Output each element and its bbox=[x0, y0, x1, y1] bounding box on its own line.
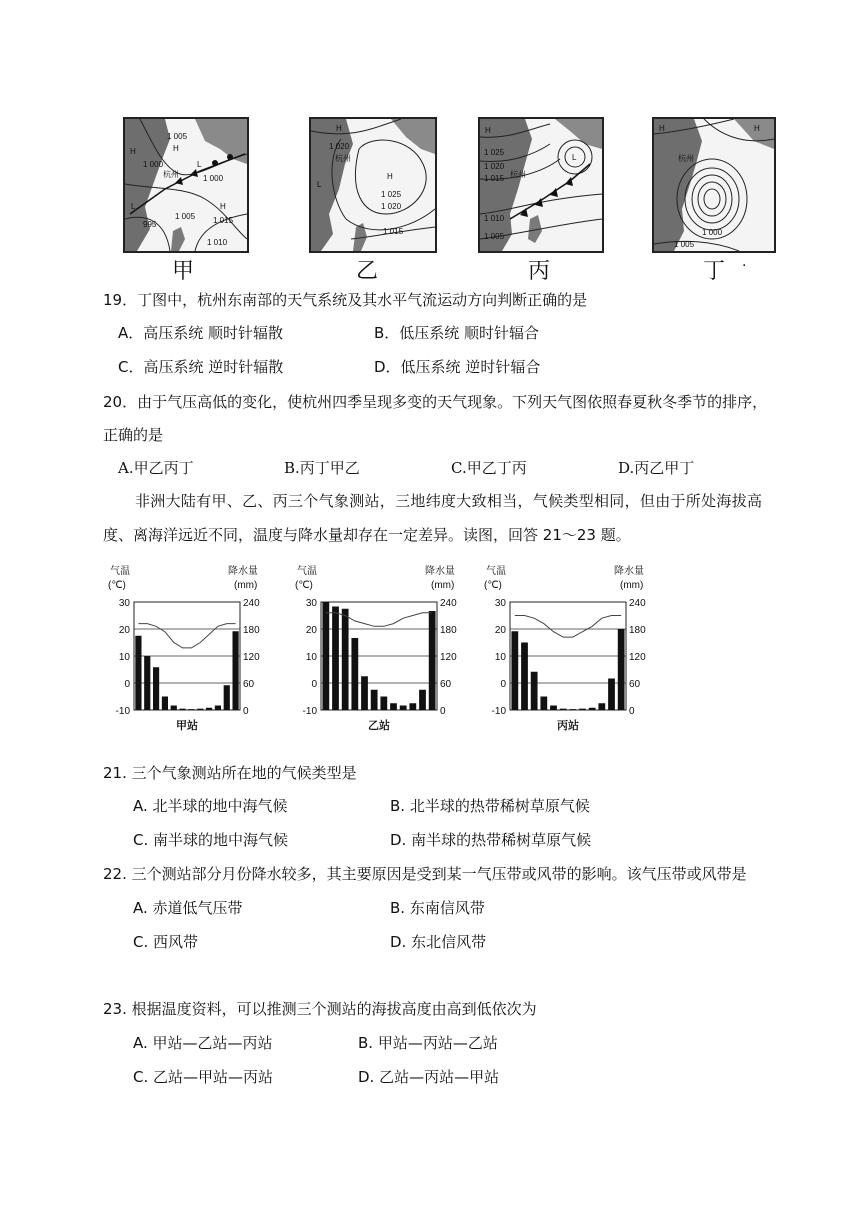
map-label-ding: 丁 bbox=[703, 259, 726, 284]
precip-bar bbox=[540, 697, 547, 711]
climate-chart-bing bbox=[484, 560, 654, 740]
q22-option-a[interactable]: A. 赤道低气压带 bbox=[133, 899, 243, 917]
y-left-unit: (℃) bbox=[484, 580, 502, 591]
y-left-tick: 10 bbox=[118, 652, 130, 663]
y-left-tick: -10 bbox=[115, 706, 130, 717]
y-right-tick: 0 bbox=[243, 706, 249, 717]
map-dot: · bbox=[742, 258, 747, 274]
precip-bar bbox=[171, 706, 177, 711]
map-text: 1 025 bbox=[381, 190, 402, 199]
map-text: H bbox=[387, 172, 393, 181]
y-right-tick: 180 bbox=[440, 625, 457, 636]
precip-bar bbox=[390, 703, 397, 710]
map-text: 杭州 bbox=[678, 154, 694, 163]
map-text: 1 005 bbox=[674, 240, 695, 249]
question-22-stem: 22. 三个测站部分月份降水较多，其主要原因是受到某一气压带或风带的影响。该气压带或风带是 bbox=[103, 865, 747, 883]
q19-option-d[interactable]: D．低压系统 逆时针辐合 bbox=[374, 358, 541, 376]
map-text: H bbox=[336, 124, 342, 133]
q21-option-d[interactable]: D. 南半球的热带稀树草原气候 bbox=[390, 831, 592, 849]
q22-option-d[interactable]: D. 东北信风带 bbox=[390, 933, 487, 951]
map-text: 995 bbox=[143, 220, 157, 229]
y-left-tick: 10 bbox=[305, 652, 317, 663]
precip-bar bbox=[550, 706, 557, 711]
precip-bar bbox=[569, 709, 576, 710]
precip-bar bbox=[197, 709, 203, 710]
y-right-tick: 180 bbox=[629, 625, 646, 636]
map-text: 1 015 bbox=[484, 174, 505, 183]
y-right-tick: 60 bbox=[440, 679, 452, 690]
precip-bar bbox=[215, 706, 221, 711]
map-text: 1 020 bbox=[381, 202, 402, 211]
q19-option-a[interactable]: A．高压系统 顺时针辐散 bbox=[118, 324, 284, 342]
map-text: 1 010 bbox=[484, 214, 505, 223]
chart-title: 丙站 bbox=[557, 720, 579, 732]
y-left-tick: 0 bbox=[311, 679, 317, 690]
y-right-tick: 0 bbox=[440, 706, 446, 717]
precip-bar bbox=[598, 703, 605, 710]
q22-option-b[interactable]: B. 东南信风带 bbox=[390, 899, 485, 917]
y-left-tick: 20 bbox=[305, 625, 317, 636]
precip-bar bbox=[332, 607, 339, 711]
y-right-tick: 120 bbox=[440, 652, 457, 663]
y-right-tick: 60 bbox=[243, 679, 255, 690]
q21-option-c[interactable]: C. 南半球的地中海气候 bbox=[133, 831, 289, 849]
y-left-tick: -10 bbox=[302, 706, 317, 717]
y-left-label: 气温 bbox=[110, 566, 130, 577]
precip-bar bbox=[531, 672, 538, 710]
y-right-label: 降水量 bbox=[228, 566, 258, 577]
precip-bar bbox=[618, 629, 625, 710]
precip-bar bbox=[371, 690, 378, 710]
weather-map-ding bbox=[652, 117, 776, 253]
q21-option-b[interactable]: B. 北半球的热带稀树草原气候 bbox=[390, 797, 590, 815]
precip-bar bbox=[419, 690, 426, 710]
precip-bar bbox=[224, 685, 230, 710]
map-text: 1 005 bbox=[175, 212, 196, 221]
y-left-tick: 20 bbox=[118, 625, 130, 636]
q23-option-a[interactable]: A. 甲站—乙站—丙站 bbox=[133, 1034, 273, 1052]
map-label-jia: 甲 bbox=[172, 259, 195, 284]
map-text: 杭州 bbox=[163, 170, 179, 179]
intro-paragraph-cont: 度、离海洋远近不同，温度与降水量却存在一定差异。读图，回答 21～23 题。 bbox=[103, 526, 631, 544]
precip-bar bbox=[361, 676, 368, 710]
y-right-unit: (mm) bbox=[234, 580, 258, 591]
temperature-line bbox=[138, 624, 235, 648]
map-text: L bbox=[572, 153, 577, 162]
question-20-stem: 20．由于气压高低的变化，使杭州四季呈现多变的天气现象。下列天气图依照春夏秋冬季节的排序， bbox=[103, 393, 768, 411]
y-left-tick: -10 bbox=[491, 706, 506, 717]
climate-chart-jia bbox=[108, 560, 268, 740]
precip-bar bbox=[589, 708, 596, 710]
y-left-label: 气温 bbox=[297, 566, 317, 577]
map-text: 1 020 bbox=[484, 162, 505, 171]
map-label-yi: 乙 bbox=[356, 259, 379, 284]
y-left-tick: 30 bbox=[494, 598, 506, 609]
precip-bar bbox=[400, 706, 407, 711]
weather-map-jia bbox=[123, 117, 249, 253]
y-left-unit: (℃) bbox=[295, 580, 313, 591]
map-label-bing: 丙 bbox=[528, 259, 551, 284]
precip-bar bbox=[188, 709, 194, 710]
precip-bar bbox=[179, 709, 185, 710]
q21-option-a[interactable]: A. 北半球的地中海气候 bbox=[133, 797, 288, 815]
map-text: 1 005 bbox=[167, 132, 188, 141]
y-left-tick: 30 bbox=[305, 598, 317, 609]
precip-bar bbox=[511, 631, 518, 710]
y-right-tick: 240 bbox=[243, 598, 260, 609]
q23-option-c[interactable]: C. 乙站—甲站—丙站 bbox=[133, 1068, 274, 1086]
map-text: H bbox=[173, 144, 179, 153]
y-left-tick: 0 bbox=[500, 679, 506, 690]
precip-bar bbox=[429, 611, 436, 710]
temperature-line bbox=[326, 613, 432, 627]
weather-map-yi bbox=[309, 117, 437, 253]
map-text: L bbox=[197, 160, 202, 169]
precip-bar bbox=[380, 697, 387, 711]
map-text: 1 010 bbox=[207, 238, 228, 247]
y-left-label: 气温 bbox=[486, 566, 506, 577]
map-text: 1 015 bbox=[383, 227, 404, 236]
precip-bar bbox=[144, 656, 150, 710]
question-23-stem: 23. 根据温度资料，可以推测三个测站的海拔高度由高到低依次为 bbox=[103, 1000, 537, 1018]
y-right-tick: 120 bbox=[243, 652, 260, 663]
precip-bar bbox=[560, 709, 567, 710]
y-right-tick: 240 bbox=[440, 598, 457, 609]
map-text: H bbox=[754, 124, 760, 133]
y-right-unit: (mm) bbox=[431, 580, 455, 591]
map-text: L bbox=[317, 180, 322, 189]
precip-bar bbox=[206, 708, 212, 710]
q19-option-b[interactable]: B．低压系统 顺时针辐合 bbox=[374, 324, 540, 342]
map-text: 1 020 bbox=[329, 142, 350, 151]
precip-bar bbox=[409, 703, 416, 710]
y-right-label: 降水量 bbox=[614, 566, 644, 577]
y-right-label: 降水量 bbox=[425, 566, 455, 577]
precip-bar bbox=[521, 643, 528, 711]
y-right-tick: 240 bbox=[629, 598, 646, 609]
y-right-tick: 120 bbox=[629, 652, 646, 663]
precip-bar bbox=[232, 631, 238, 710]
precip-bar bbox=[342, 609, 349, 710]
question-21-stem: 21. 三个气象测站所在地的气候类型是 bbox=[103, 764, 357, 782]
y-right-tick: 0 bbox=[629, 706, 635, 717]
q20-option-d[interactable]: D.丙乙甲丁 bbox=[618, 459, 695, 477]
map-text: 1 025 bbox=[484, 148, 505, 157]
q20-option-a[interactable]: A.甲乙丙丁 bbox=[118, 459, 194, 477]
y-left-tick: 30 bbox=[118, 598, 130, 609]
map-text: H bbox=[485, 126, 491, 135]
precip-bar bbox=[351, 638, 358, 710]
map-text: H bbox=[130, 147, 136, 156]
intro-paragraph: 非洲大陆有甲、乙、丙三个气象测站，三地纬度大致相当，气候类型相同，但由于所处海拔高 bbox=[135, 492, 763, 510]
y-left-tick: 20 bbox=[494, 625, 506, 636]
q20-option-c[interactable]: C.甲乙丁丙 bbox=[451, 459, 527, 477]
map-text: H bbox=[659, 124, 665, 133]
chart-title: 甲站 bbox=[176, 720, 198, 732]
climate-chart-yi bbox=[295, 560, 465, 740]
map-text: L bbox=[131, 202, 136, 211]
map-text: 杭州 bbox=[510, 170, 526, 179]
map-text: 1 015 bbox=[213, 216, 234, 225]
q23-option-d[interactable]: D. 乙站—丙站—甲站 bbox=[358, 1068, 500, 1086]
y-left-unit: (℃) bbox=[108, 580, 126, 591]
q20-option-b[interactable]: B.丙丁甲乙 bbox=[284, 459, 360, 477]
precip-bar bbox=[579, 709, 586, 710]
y-right-tick: 60 bbox=[629, 679, 641, 690]
precip-bar bbox=[608, 679, 615, 711]
question-19-stem: 19．丁图中，杭州东南部的天气系统及其水平气流运动方向判断正确的是 bbox=[103, 291, 588, 309]
q23-option-b[interactable]: B. 甲站—丙站—乙站 bbox=[358, 1034, 498, 1052]
precip-bar bbox=[153, 667, 159, 710]
map-text: 杭州 bbox=[335, 154, 351, 163]
map-text: 1 000 bbox=[143, 160, 164, 169]
precip-bar bbox=[322, 602, 329, 710]
map-text: 1 000 bbox=[203, 174, 224, 183]
temperature-line bbox=[515, 616, 621, 638]
map-text: 1 000 bbox=[702, 228, 723, 237]
precip-bar bbox=[135, 636, 141, 710]
precip-bar bbox=[162, 697, 168, 711]
y-left-tick: 0 bbox=[124, 679, 130, 690]
y-right-unit: (mm) bbox=[620, 580, 644, 591]
q22-option-c[interactable]: C. 西风带 bbox=[133, 933, 199, 951]
map-text: H bbox=[220, 202, 226, 211]
y-left-tick: 10 bbox=[494, 652, 506, 663]
q19-option-c[interactable]: C．高压系统 逆时针辐散 bbox=[118, 358, 284, 376]
map-text: 1 005 bbox=[484, 232, 505, 241]
y-right-tick: 180 bbox=[243, 625, 260, 636]
question-20-stem-cont: 正确的是 bbox=[103, 426, 164, 444]
weather-map-bing bbox=[478, 117, 604, 253]
chart-title: 乙站 bbox=[368, 720, 390, 732]
